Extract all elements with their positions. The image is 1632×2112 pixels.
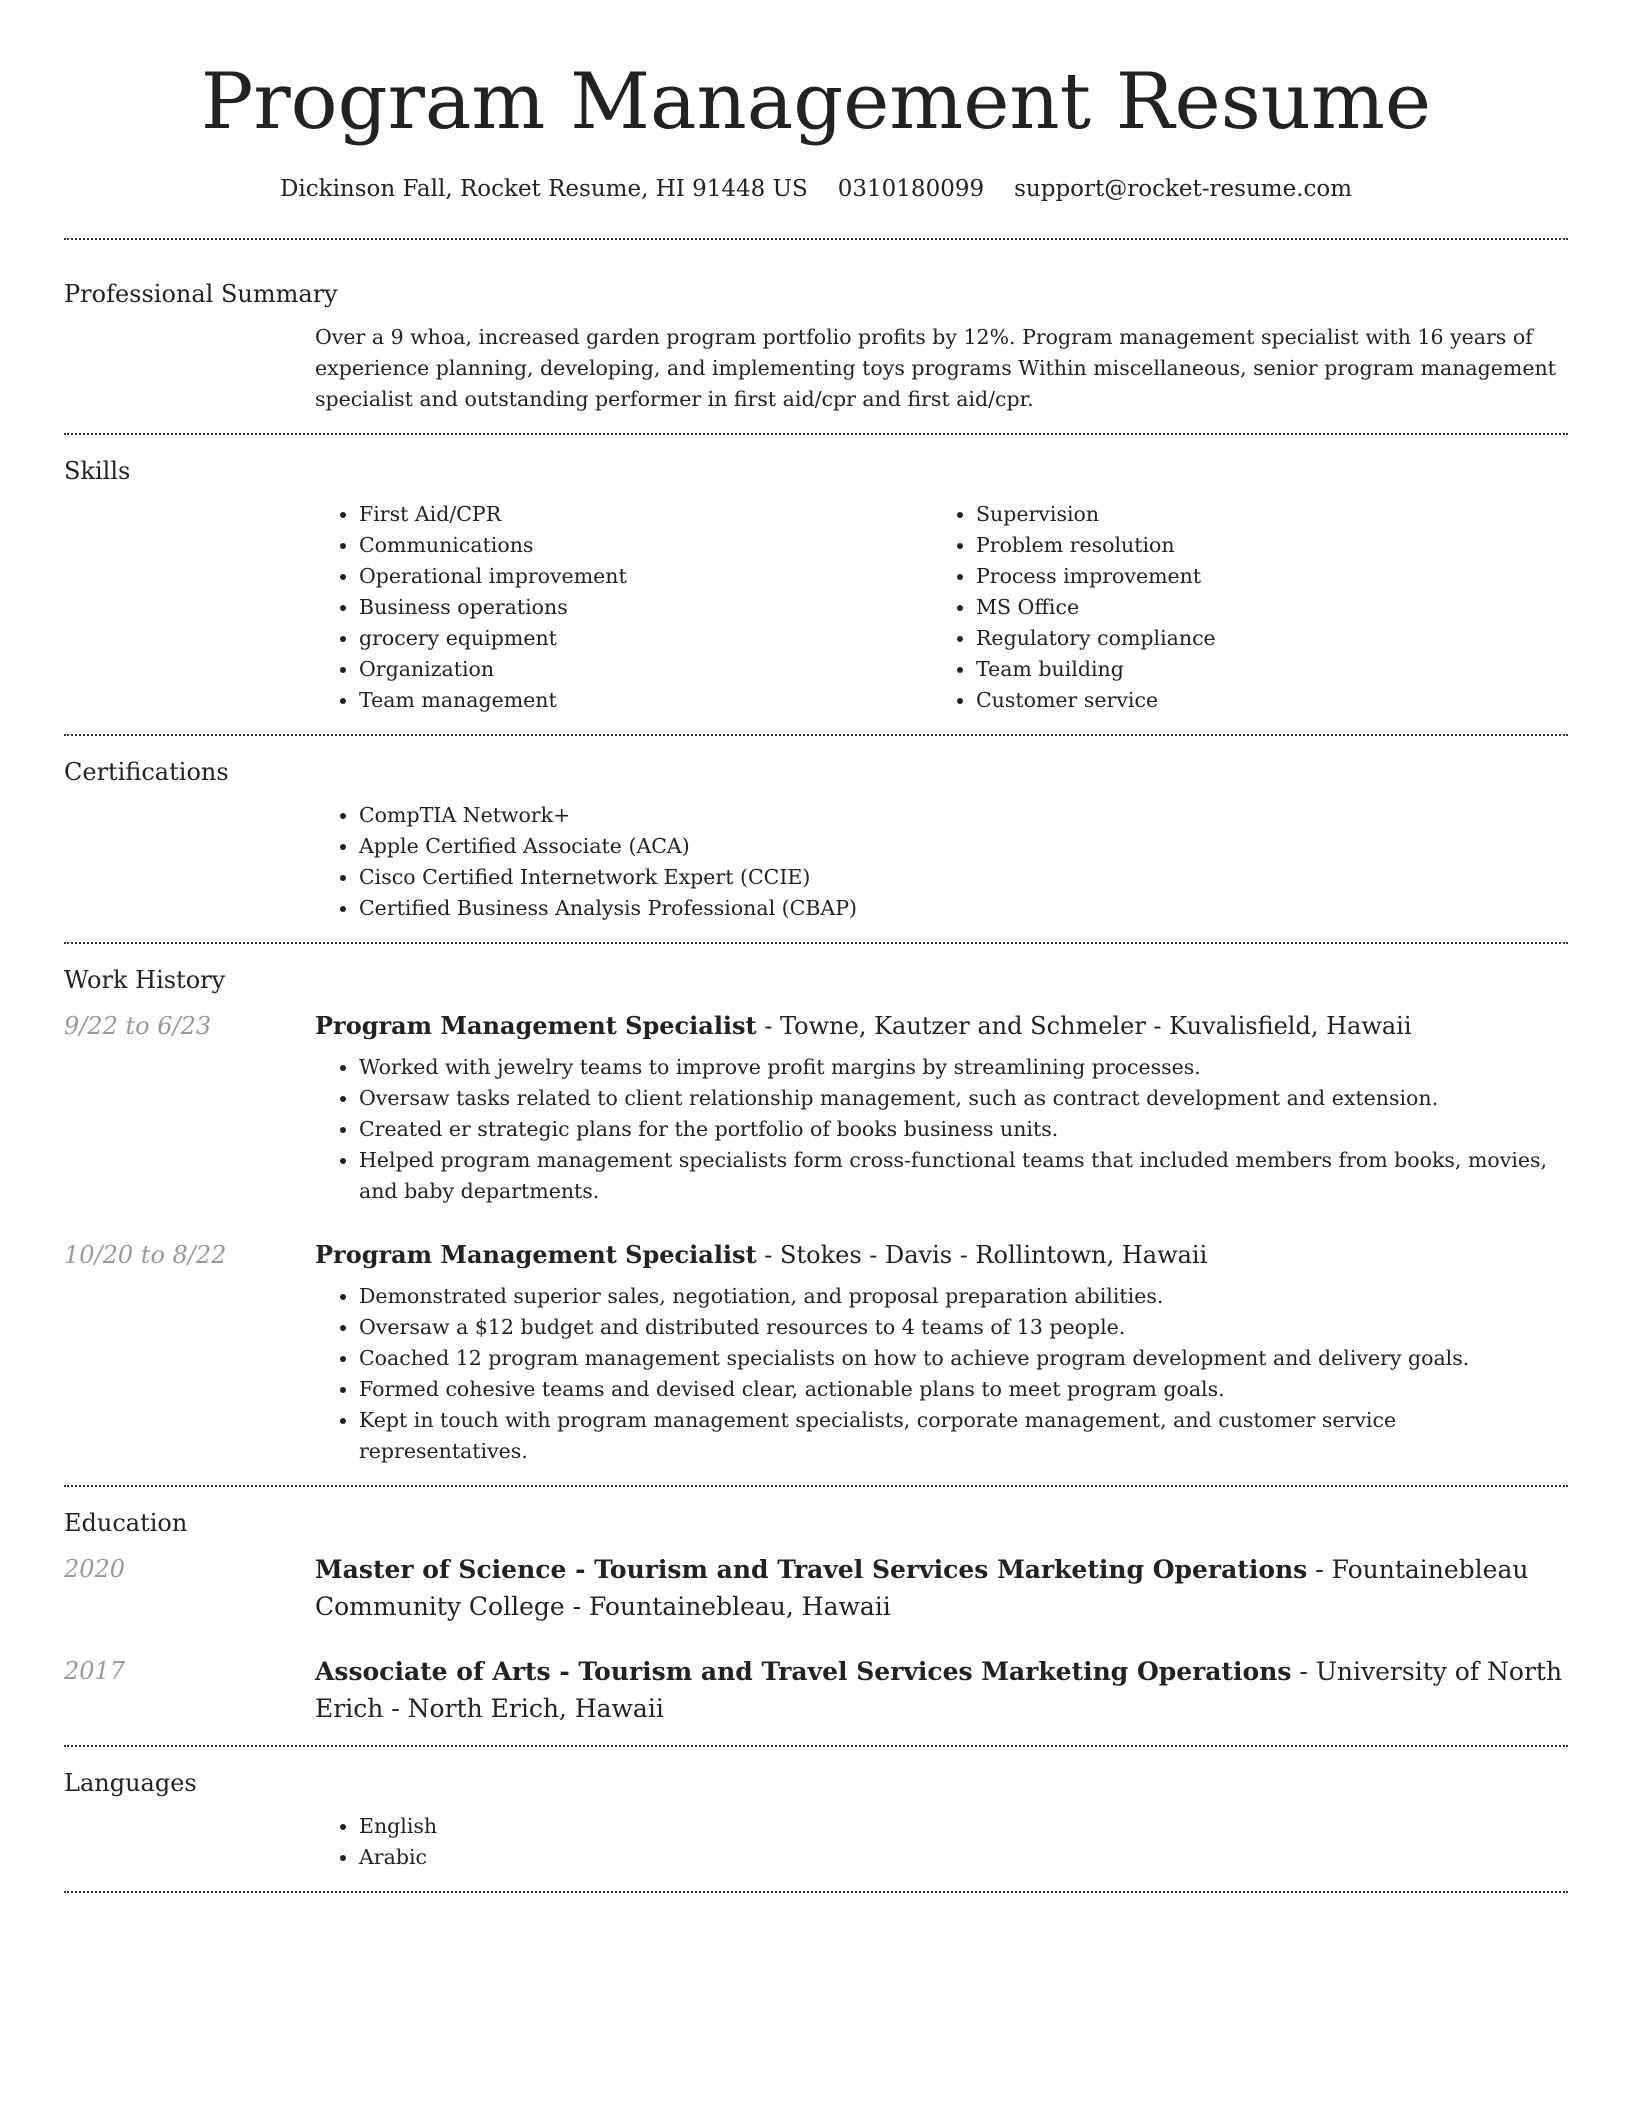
certification-item: • Apple Certified Associate (ACA) [359, 831, 1568, 862]
separator: - [1291, 1657, 1316, 1686]
skill-item: • Supervision [976, 499, 1549, 530]
summary-content [315, 322, 1568, 415]
education-line [315, 1551, 1568, 1625]
skill-item: • MS Office [976, 592, 1549, 623]
job-body [315, 1008, 1568, 1207]
skills-heading: Skills [64, 457, 131, 485]
work-history-heading: Work History [64, 966, 226, 994]
language-item: • English [359, 1811, 1568, 1842]
separator: - [1307, 1555, 1332, 1584]
skill-item: • Team management [359, 685, 932, 716]
skills-section [64, 435, 1568, 734]
skill-item: • Problem resolution [976, 530, 1549, 561]
skill-item: • Business operations [359, 592, 932, 623]
job-location: Rollintown, Hawaii [975, 1241, 1208, 1269]
separator: - [952, 1241, 976, 1269]
job-bullet: • Created er strategic plans for the portfolio of books business units. [359, 1114, 1568, 1145]
job-bullets [315, 1281, 1568, 1467]
separator: - [383, 1694, 408, 1723]
contact-phone: 0310180099 [837, 176, 985, 202]
job-bullet: • Kept in touch with program management specialists, corporate management, and customer service representatives. [359, 1405, 1568, 1467]
job-bullet: • Coached 12 program management specialists on how to achieve program development and delivery goals. [359, 1343, 1568, 1374]
education-heading: Education [64, 1509, 188, 1537]
job-dates: 10/20 to 8/22 [64, 1241, 227, 1269]
job-dates: 9/22 to 6/23 [64, 1012, 212, 1040]
job-entry [64, 1008, 1568, 1207]
job-role: Program Management Specialist [315, 1011, 757, 1040]
education-year: 2017 [64, 1657, 126, 1685]
job-location: Kuvalisfield, Hawaii [1169, 1012, 1412, 1040]
job-bullet: • Formed cohesive teams and devised clear, actionable plans to meet program goals. [359, 1374, 1568, 1405]
languages-section [64, 1747, 1568, 1891]
resume-header [64, 0, 1568, 204]
education-school: University of North Erich [315, 1657, 1563, 1723]
skills-grid [315, 499, 1568, 716]
certification-item: • CompTIA Network+ [359, 800, 1568, 831]
skill-item: • Process improvement [976, 561, 1549, 592]
skill-item: • grocery equipment [359, 623, 932, 654]
certification-item: • Cisco Certified Internetwork Expert (CCIE) [359, 862, 1568, 893]
skill-item: • Operational improvement [359, 561, 932, 592]
languages-content [315, 1811, 1568, 1873]
job-bullet: • Worked with jewelry teams to improve profit margins by streamlining processes. [359, 1052, 1568, 1083]
section-divider [64, 1891, 1568, 1893]
certifications-content [315, 800, 1568, 924]
education-degree: Master of Science - Tourism and Travel Services Marketing Operations [315, 1555, 1308, 1584]
summary-text: Over a 9 whoa, increased garden program portfolio profits by 12%. Program management specialist with 16 years of experience planning, developing, and implementing toys programs Within miscellaneous, senior program management specialist and outstanding performer in first aid/cpr and first aid/cpr. [315, 325, 1556, 411]
certification-item: • Certified Business Analysis Professional (CBAP) [359, 893, 1568, 924]
education-school: Fountainebleau Community College [315, 1555, 1529, 1621]
education-degree: Associate of Arts - Tourism and Travel Services Marketing Operations [315, 1657, 1292, 1686]
skills-list-right [932, 499, 1549, 716]
contact-address: Dickinson Fall, Rocket Resume, HI 91448 US [279, 176, 808, 202]
separator: - [564, 1592, 590, 1621]
separator: - [1145, 1012, 1170, 1040]
job-bullet: • Oversaw tasks related to client relationship management, such as contract development and extension. [359, 1083, 1568, 1114]
work-history-section [64, 944, 1568, 1485]
job-bullet: • Demonstrated superior sales, negotiation, and proposal preparation abilities. [359, 1281, 1568, 1312]
job-bullet: • Oversaw a $12 budget and distributed resources to 4 teams of 13 people. [359, 1312, 1568, 1343]
separator: - [756, 1012, 781, 1040]
skill-item: • Team building [976, 654, 1549, 685]
languages-list [315, 1811, 1568, 1873]
skill-item: • Communications [359, 530, 932, 561]
education-entry [64, 1653, 1568, 1727]
languages-heading: Languages [64, 1769, 197, 1797]
job-title-line [315, 1008, 1568, 1044]
job-bullet: • Helped program management specialists form cross-functional teams that included members from books, movies, and baby departments. [359, 1145, 1568, 1207]
language-item: • Arabic [359, 1842, 1568, 1873]
job-bullets [315, 1052, 1568, 1207]
summary-section [64, 240, 1568, 433]
skill-item: • Customer service [976, 685, 1549, 716]
education-location: North Erich, Hawaii [407, 1694, 664, 1723]
contact-line [64, 174, 1568, 204]
job-employer: Towne, Kautzer and Schmeler [780, 1012, 1146, 1040]
education-year: 2020 [64, 1555, 126, 1583]
skills-list-left [315, 499, 932, 716]
education-line [315, 1653, 1568, 1727]
contact-email[interactable]: support@rocket-resume.com [1014, 176, 1353, 202]
skill-item: • First Aid/CPR [359, 499, 932, 530]
certifications-heading: Certifications [64, 758, 229, 786]
education-body [315, 1653, 1568, 1727]
job-employer: Stokes - Davis [780, 1241, 953, 1269]
separator: - [756, 1241, 781, 1269]
education-body [315, 1551, 1568, 1625]
job-role: Program Management Specialist [315, 1240, 757, 1269]
summary-heading: Professional Summary [64, 280, 338, 308]
certifications-section [64, 736, 1568, 942]
certifications-list [315, 800, 1568, 924]
skill-item: • Organization [359, 654, 932, 685]
education-location: Fountainebleau, Hawaii [589, 1592, 891, 1621]
job-body [315, 1237, 1568, 1467]
job-title-line [315, 1237, 1568, 1273]
job-entry [64, 1237, 1568, 1467]
resume-title: Program Management Resume [200, 57, 1432, 147]
education-entry [64, 1551, 1568, 1625]
education-section [64, 1487, 1568, 1745]
skill-item: • Regulatory compliance [976, 623, 1549, 654]
